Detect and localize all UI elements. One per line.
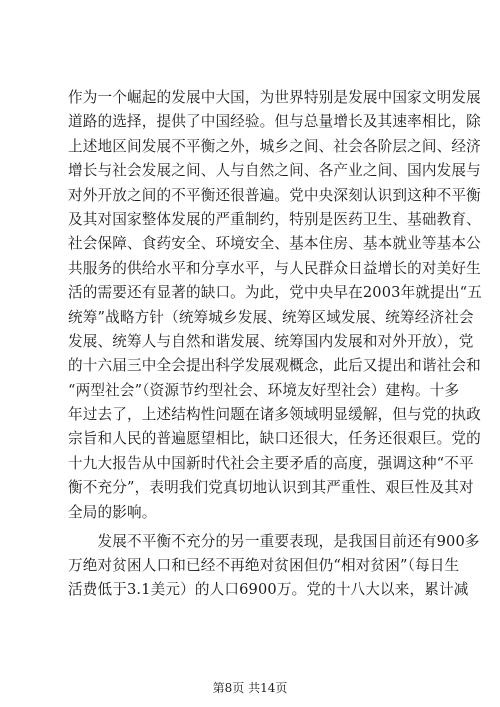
text-line: 发展不平衡不充分的另一重要表现，是我国目前还有900多 [68,532,480,550]
page-footer [0,679,500,696]
text-line: 年过去了，上述结构性问题在诸多领域明显缓解，但与党的执政 [68,406,481,424]
text-line: 活的需要还有显著的缺口。为此，党中央早在2003年就提出“五 [68,284,482,302]
text-line: 共服务的供给水平和分享水平，与人民群众日益增长的对美好生 [68,259,481,277]
text-line: 宗旨和人民的普遍愿望相比，缺口还很大，任务还很艰巨。党的 [68,430,481,448]
text-line: 社会保障、食药安全、环境安全、基本住房、基本就业等基本公 [68,235,481,253]
page-number: 第8页 共14页 [212,681,288,695]
paragraph-2 [68,530,480,603]
text-line: 增长与社会发展之间、人与自然之间、各产业之间、国内发展与 [68,162,481,180]
text-line: 十九大报告从中国新时代社会主要矛盾的高度，强调这种“不平 [68,454,474,472]
text-line: 道路的选择，提供了中国经验。但与总量增长及其速率相比，除 [68,113,481,131]
text-line: 的十六届三中全会提出科学发展观概念，此后又提出和谐社会和 [68,357,481,375]
text-line: 对外开放之间的不平衡还很普遍。党中央深刻认识到这种不平衡 [68,186,481,204]
text-line: 及其对国家整体发展的严重制约，特别是医药卫生、基础教育、 [68,210,481,228]
text-line: “两型社会”（资源节约型社会、环境友好型社会）建构。十多 [68,381,460,399]
text-line: 衡不充分”，表明我们党真切地认识到其严重性、艰巨性及其对 [68,479,474,497]
text-line: 万绝对贫困人口和已经不再绝对贫困但仍“相对贫困”（每日生 [68,556,460,574]
body-text [68,86,482,603]
text-line: 统筹”战略方针（统筹城乡发展、统筹区域发展、统筹经济社会 [68,308,474,326]
text-line: 上述地区间发展不平衡之外，城乡之间、社会各阶层之间、经济 [68,137,481,155]
text-line: 全局的影响。 [68,503,157,521]
paragraph-1 [68,86,482,525]
text-line: 发展、统筹人与自然和谐发展、统筹国内发展和对外开放），党 [68,332,474,350]
text-line: 活费低于3.1美元）的人口6900万。党的十八大以来，累计减 [68,581,469,599]
text-line: 作为一个崛起的发展中大国，为世界特别是发展中国家文明发展 [68,89,481,106]
